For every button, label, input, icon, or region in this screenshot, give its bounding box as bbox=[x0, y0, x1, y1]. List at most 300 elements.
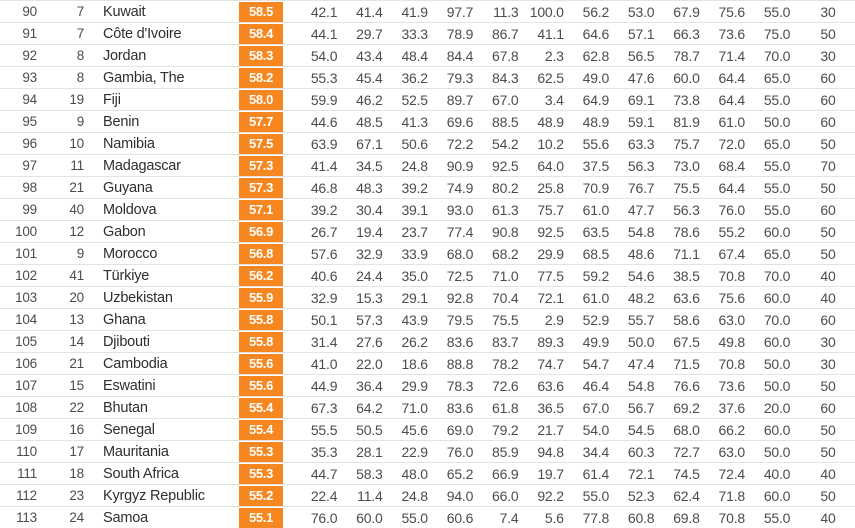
value-cell: 61.0 bbox=[582, 289, 610, 306]
world-rank-cell: 102 bbox=[15, 268, 37, 283]
value-cell: 70.9 bbox=[582, 179, 610, 196]
value-cell: 65.0 bbox=[763, 135, 791, 152]
country-name[interactable]: Senegal bbox=[103, 421, 155, 438]
country-name[interactable]: Ghana bbox=[103, 311, 146, 328]
score-badge: 57.5 bbox=[239, 134, 283, 154]
value-cell: 70.0 bbox=[763, 47, 791, 64]
value-cell: 78.2 bbox=[492, 355, 519, 372]
score-badge: 58.4 bbox=[239, 24, 283, 44]
value-cell: 81.9 bbox=[673, 113, 700, 130]
value-cell: 55.0 bbox=[401, 509, 428, 526]
value-cell: 61.0 bbox=[582, 201, 610, 218]
value-cell: 84.4 bbox=[446, 47, 474, 64]
value-cell: 64.0 bbox=[537, 157, 564, 174]
score-badge: 57.3 bbox=[239, 156, 283, 176]
table-row bbox=[0, 352, 855, 374]
value-cell: 60.0 bbox=[763, 487, 791, 504]
value-cell: 59.1 bbox=[627, 113, 655, 130]
value-cell: 62.8 bbox=[582, 47, 610, 64]
value-cell: 21.7 bbox=[537, 421, 564, 438]
country-name[interactable]: Moldova bbox=[103, 201, 157, 218]
value-cell: 55.3 bbox=[310, 69, 338, 86]
value-cell: 52.5 bbox=[401, 91, 428, 108]
value-cell: 34.4 bbox=[582, 443, 610, 460]
regional-rank-cell: 8 bbox=[76, 48, 84, 63]
regional-rank-cell: 9 bbox=[76, 114, 84, 129]
value-cell: 69.2 bbox=[673, 399, 700, 416]
country-name[interactable]: Morocco bbox=[103, 245, 158, 262]
value-cell: 44.9 bbox=[310, 377, 338, 394]
country-name[interactable]: Samoa bbox=[103, 509, 148, 526]
regional-rank-cell: 20 bbox=[69, 290, 84, 305]
value-cell: 62.5 bbox=[537, 69, 564, 86]
score-badge: 58.2 bbox=[239, 68, 283, 88]
value-cell: 22.4 bbox=[310, 487, 338, 504]
table-row bbox=[0, 330, 855, 352]
value-cell: 64.6 bbox=[582, 25, 610, 42]
value-cell: 61.0 bbox=[718, 113, 745, 130]
score-badge: 57.3 bbox=[239, 178, 283, 198]
score-cell bbox=[238, 24, 283, 44]
country-name[interactable]: Gabon bbox=[103, 223, 146, 240]
value-cell: 40.6 bbox=[310, 267, 338, 284]
score-badge: 55.8 bbox=[239, 310, 283, 330]
value-cell: 60.0 bbox=[763, 421, 791, 438]
value-cell: 35.0 bbox=[401, 267, 428, 284]
regional-rank-cell: 40 bbox=[69, 202, 84, 217]
score-cell bbox=[238, 398, 283, 418]
regional-rank-cell: 23 bbox=[69, 488, 84, 503]
score-cell bbox=[238, 376, 283, 396]
value-cell: 73.0 bbox=[673, 157, 700, 174]
world-rank-cell: 99 bbox=[22, 202, 37, 217]
value-cell: 89.3 bbox=[537, 333, 564, 350]
value-cell: 33.9 bbox=[401, 245, 428, 262]
value-cell: 39.2 bbox=[310, 201, 338, 218]
value-cell: 48.3 bbox=[356, 179, 383, 196]
value-cell: 56.3 bbox=[627, 157, 655, 174]
world-rank-cell: 107 bbox=[15, 378, 37, 393]
score-cell bbox=[238, 134, 283, 154]
value-cell: 75.5 bbox=[673, 179, 700, 196]
value-cell: 24.4 bbox=[356, 267, 383, 284]
world-rank-cell: 109 bbox=[15, 422, 37, 437]
value-cell: 50.0 bbox=[763, 113, 791, 130]
value-cell: 22.9 bbox=[401, 443, 428, 460]
value-cell: 85.9 bbox=[492, 443, 519, 460]
world-rank-cell: 95 bbox=[22, 114, 37, 129]
country-name[interactable]: Mauritania bbox=[103, 443, 169, 460]
table-row bbox=[0, 242, 855, 264]
value-cell: 60.0 bbox=[673, 69, 700, 86]
regional-rank-cell: 19 bbox=[69, 92, 84, 107]
value-cell: 76.0 bbox=[718, 201, 745, 218]
world-rank-cell: 98 bbox=[22, 180, 37, 195]
value-cell: 67.3 bbox=[310, 399, 338, 416]
value-cell: 60 bbox=[820, 69, 836, 86]
value-cell: 63.6 bbox=[537, 377, 564, 394]
score-cell bbox=[238, 464, 283, 484]
score-badge: 55.4 bbox=[239, 420, 283, 440]
value-cell: 75.0 bbox=[763, 25, 791, 42]
score-cell bbox=[238, 244, 283, 264]
score-badge: 55.8 bbox=[239, 332, 283, 352]
value-cell: 33.3 bbox=[401, 25, 428, 42]
value-cell: 54.7 bbox=[582, 355, 610, 372]
value-cell: 61.3 bbox=[492, 201, 519, 218]
value-cell: 57.1 bbox=[627, 25, 655, 42]
value-cell: 65.0 bbox=[763, 69, 791, 86]
value-cell: 66.0 bbox=[492, 487, 519, 504]
world-rank-cell: 108 bbox=[15, 400, 37, 415]
country-name[interactable]: Madagascar bbox=[103, 157, 181, 174]
value-cell: 41.4 bbox=[310, 157, 338, 174]
value-cell: 88.5 bbox=[492, 113, 519, 130]
value-cell: 41.1 bbox=[537, 25, 564, 42]
value-cell: 60 bbox=[820, 91, 836, 108]
value-cell: 25.8 bbox=[537, 179, 564, 196]
regional-rank-cell: 11 bbox=[70, 158, 84, 173]
world-rank-cell: 105 bbox=[15, 334, 37, 349]
value-cell: 48.9 bbox=[537, 113, 564, 130]
score-cell bbox=[238, 222, 283, 242]
value-cell: 79.5 bbox=[446, 311, 474, 328]
value-cell: 70.0 bbox=[763, 311, 791, 328]
value-cell: 72.1 bbox=[537, 289, 564, 306]
value-cell: 76.0 bbox=[310, 509, 338, 526]
value-cell: 50 bbox=[820, 487, 836, 504]
regional-rank-cell: 18 bbox=[69, 466, 84, 481]
value-cell: 89.7 bbox=[446, 91, 474, 108]
score-badge: 58.3 bbox=[239, 46, 283, 66]
value-cell: 54.2 bbox=[492, 135, 519, 152]
value-cell: 19.7 bbox=[537, 465, 564, 482]
table-row bbox=[0, 308, 855, 330]
world-rank-cell: 93 bbox=[22, 70, 37, 85]
value-cell: 67.0 bbox=[582, 399, 610, 416]
table-row bbox=[0, 132, 855, 154]
value-cell: 50 bbox=[820, 25, 836, 42]
world-rank-cell: 110 bbox=[16, 444, 37, 459]
value-cell: 97.7 bbox=[446, 3, 474, 20]
value-cell: 92.5 bbox=[492, 157, 519, 174]
value-cell: 64.4 bbox=[718, 69, 745, 86]
value-cell: 54.5 bbox=[627, 421, 655, 438]
value-cell: 45.6 bbox=[401, 421, 428, 438]
country-name[interactable]: Jordan bbox=[103, 47, 147, 64]
value-cell: 55.7 bbox=[627, 311, 655, 328]
value-cell: 18.6 bbox=[401, 355, 428, 372]
value-cell: 77.8 bbox=[582, 509, 610, 526]
value-cell: 90.9 bbox=[446, 157, 474, 174]
value-cell: 83.6 bbox=[446, 399, 474, 416]
score-badge: 55.9 bbox=[239, 288, 283, 308]
regional-rank-cell: 24 bbox=[69, 510, 84, 525]
value-cell: 59.9 bbox=[310, 91, 338, 108]
value-cell: 47.6 bbox=[627, 69, 655, 86]
value-cell: 83.7 bbox=[492, 333, 519, 350]
score-badge: 55.2 bbox=[239, 486, 283, 506]
table-row bbox=[0, 154, 855, 176]
value-cell: 44.1 bbox=[310, 25, 338, 42]
value-cell: 90.8 bbox=[492, 223, 519, 240]
value-cell: 73.8 bbox=[673, 91, 700, 108]
value-cell: 37.5 bbox=[582, 157, 610, 174]
value-cell: 92.5 bbox=[537, 223, 564, 240]
value-cell: 3.4 bbox=[544, 91, 564, 108]
table-row bbox=[0, 484, 855, 506]
table-row bbox=[0, 462, 855, 484]
country-name[interactable]: Uzbekistan bbox=[103, 289, 173, 306]
value-cell: 53.0 bbox=[627, 3, 655, 20]
value-cell: 64.2 bbox=[356, 399, 383, 416]
value-cell: 60.0 bbox=[763, 289, 791, 306]
regional-rank-cell: 41 bbox=[69, 268, 84, 283]
country-name[interactable]: Kuwait bbox=[103, 3, 146, 20]
value-cell: 46.8 bbox=[310, 179, 338, 196]
regional-rank-cell: 22 bbox=[69, 400, 84, 415]
value-cell: 50.0 bbox=[763, 377, 791, 394]
score-badge: 55.3 bbox=[239, 464, 283, 484]
value-cell: 55.0 bbox=[763, 157, 791, 174]
value-cell: 73.6 bbox=[718, 25, 745, 42]
table-row bbox=[0, 198, 855, 220]
value-cell: 70 bbox=[820, 157, 836, 174]
value-cell: 71.1 bbox=[673, 245, 700, 262]
value-cell: 11.3 bbox=[493, 3, 519, 20]
value-cell: 54.6 bbox=[627, 267, 655, 284]
value-cell: 69.8 bbox=[673, 509, 700, 526]
value-cell: 55.0 bbox=[763, 91, 791, 108]
regional-rank-cell: 10 bbox=[69, 136, 84, 151]
value-cell: 76.6 bbox=[673, 377, 700, 394]
value-cell: 60 bbox=[820, 113, 836, 130]
value-cell: 66.9 bbox=[492, 465, 519, 482]
world-rank-cell: 101 bbox=[15, 246, 37, 261]
country-name[interactable]: Djibouti bbox=[103, 333, 150, 350]
country-name[interactable]: Türkiye bbox=[103, 267, 150, 284]
value-cell: 35.3 bbox=[310, 443, 338, 460]
value-cell: 72.0 bbox=[718, 135, 745, 152]
table-row bbox=[0, 66, 855, 88]
value-cell: 68.5 bbox=[582, 245, 610, 262]
value-cell: 72.6 bbox=[492, 377, 519, 394]
value-cell: 30 bbox=[820, 355, 836, 372]
score-badge: 57.7 bbox=[239, 112, 283, 132]
country-name[interactable]: Cambodia bbox=[103, 355, 168, 372]
value-cell: 60.0 bbox=[763, 223, 791, 240]
country-name[interactable]: Guyana bbox=[103, 179, 153, 196]
value-cell: 48.6 bbox=[627, 245, 655, 262]
regional-rank-cell: 7 bbox=[76, 4, 84, 19]
value-cell: 2.9 bbox=[544, 311, 564, 328]
value-cell: 50.6 bbox=[401, 135, 428, 152]
value-cell: 72.1 bbox=[627, 465, 655, 482]
score-cell bbox=[238, 46, 283, 66]
value-cell: 94.0 bbox=[446, 487, 474, 504]
value-cell: 60.0 bbox=[763, 333, 791, 350]
value-cell: 36.5 bbox=[537, 399, 564, 416]
value-cell: 67.9 bbox=[673, 3, 700, 20]
value-cell: 63.0 bbox=[718, 443, 745, 460]
value-cell: 93.0 bbox=[446, 201, 474, 218]
value-cell: 10.2 bbox=[537, 135, 564, 152]
regional-rank-cell: 16 bbox=[69, 422, 84, 437]
value-cell: 56.2 bbox=[582, 3, 610, 20]
value-cell: 30 bbox=[820, 47, 836, 64]
country-name[interactable]: South Africa bbox=[103, 465, 179, 482]
value-cell: 60.3 bbox=[627, 443, 655, 460]
table-row bbox=[0, 220, 855, 242]
world-rank-cell: 111 bbox=[17, 466, 37, 481]
score-badge: 58.0 bbox=[239, 90, 283, 110]
value-cell: 28.1 bbox=[356, 443, 383, 460]
score-cell bbox=[238, 420, 283, 440]
table-row bbox=[0, 110, 855, 132]
score-cell bbox=[238, 486, 283, 506]
world-rank-cell: 104 bbox=[15, 312, 37, 327]
country-name[interactable]: Côte d'Ivoire bbox=[103, 25, 182, 42]
value-cell: 70.4 bbox=[492, 289, 519, 306]
value-cell: 56.7 bbox=[627, 399, 655, 416]
value-cell: 63.0 bbox=[718, 311, 745, 328]
value-cell: 60.0 bbox=[356, 509, 383, 526]
country-name[interactable]: Bhutan bbox=[103, 399, 148, 416]
value-cell: 40 bbox=[820, 465, 836, 482]
value-cell: 50 bbox=[820, 179, 836, 196]
table-row bbox=[0, 440, 855, 462]
value-cell: 78.6 bbox=[673, 223, 700, 240]
value-cell: 39.2 bbox=[401, 179, 428, 196]
regional-rank-cell: 12 bbox=[69, 224, 84, 239]
value-cell: 69.6 bbox=[446, 113, 474, 130]
country-name[interactable]: Fiji bbox=[103, 91, 121, 108]
world-rank-cell: 106 bbox=[15, 356, 37, 371]
regional-rank-cell: 14 bbox=[69, 334, 84, 349]
value-cell: 60.6 bbox=[446, 509, 474, 526]
score-badge: 55.6 bbox=[239, 376, 283, 396]
world-rank-cell: 90 bbox=[22, 4, 37, 19]
country-name[interactable]: Benin bbox=[103, 113, 140, 130]
value-cell: 61.8 bbox=[492, 399, 519, 416]
country-name[interactable]: Eswatini bbox=[103, 377, 156, 394]
value-cell: 55.0 bbox=[582, 487, 610, 504]
value-cell: 71.5 bbox=[673, 355, 700, 372]
score-cell bbox=[238, 178, 283, 198]
table-row bbox=[0, 88, 855, 110]
value-cell: 32.9 bbox=[310, 289, 338, 306]
country-name[interactable]: Gambia, The bbox=[103, 69, 185, 86]
value-cell: 32.9 bbox=[356, 245, 383, 262]
value-cell: 49.9 bbox=[582, 333, 610, 350]
world-rank-cell: 97 bbox=[22, 158, 37, 173]
table-row bbox=[0, 396, 855, 418]
score-cell bbox=[238, 310, 283, 330]
value-cell: 43.9 bbox=[401, 311, 428, 328]
value-cell: 72.7 bbox=[673, 443, 700, 460]
value-cell: 5.6 bbox=[544, 509, 564, 526]
regional-rank-cell: 13 bbox=[69, 312, 84, 327]
value-cell: 56.3 bbox=[673, 201, 700, 218]
value-cell: 75.7 bbox=[537, 201, 564, 218]
value-cell: 55.0 bbox=[763, 179, 791, 196]
value-cell: 40 bbox=[820, 289, 836, 306]
country-name[interactable]: Kyrgyz Republic bbox=[103, 487, 205, 504]
regional-rank-cell: 21 bbox=[69, 356, 84, 371]
world-rank-cell: 112 bbox=[16, 488, 37, 503]
value-cell: 23.7 bbox=[401, 223, 428, 240]
value-cell: 52.9 bbox=[582, 311, 610, 328]
value-cell: 50 bbox=[820, 245, 836, 262]
value-cell: 49.0 bbox=[582, 69, 610, 86]
score-cell bbox=[238, 354, 283, 374]
value-cell: 78.7 bbox=[673, 47, 700, 64]
value-cell: 72.4 bbox=[718, 465, 745, 482]
value-cell: 80.2 bbox=[492, 179, 519, 196]
value-cell: 67.0 bbox=[492, 91, 519, 108]
score-cell bbox=[238, 288, 283, 308]
value-cell: 79.2 bbox=[492, 421, 519, 438]
score-cell bbox=[238, 332, 283, 352]
value-cell: 72.2 bbox=[446, 135, 474, 152]
value-cell: 50 bbox=[820, 223, 836, 240]
value-cell: 66.3 bbox=[673, 25, 700, 42]
value-cell: 15.3 bbox=[356, 289, 383, 306]
score-badge: 55.6 bbox=[239, 354, 283, 374]
value-cell: 63.6 bbox=[673, 289, 700, 306]
value-cell: 69.0 bbox=[446, 421, 474, 438]
value-cell: 48.2 bbox=[627, 289, 655, 306]
value-cell: 61.4 bbox=[582, 465, 610, 482]
value-cell: 41.9 bbox=[401, 3, 428, 20]
value-cell: 50 bbox=[820, 443, 836, 460]
value-cell: 26.2 bbox=[401, 333, 428, 350]
score-badge: 55.4 bbox=[239, 398, 283, 418]
value-cell: 74.9 bbox=[446, 179, 474, 196]
value-cell: 54.0 bbox=[582, 421, 610, 438]
value-cell: 60 bbox=[820, 399, 836, 416]
value-cell: 63.9 bbox=[310, 135, 338, 152]
value-cell: 50 bbox=[820, 135, 836, 152]
score-badge: 57.1 bbox=[239, 200, 283, 220]
value-cell: 76.7 bbox=[627, 179, 655, 196]
value-cell: 55.0 bbox=[763, 3, 791, 20]
value-cell: 60.8 bbox=[627, 509, 655, 526]
value-cell: 70.8 bbox=[718, 355, 745, 372]
score-badge: 58.5 bbox=[239, 2, 283, 22]
value-cell: 64.4 bbox=[718, 91, 745, 108]
country-name[interactable]: Namibia bbox=[103, 135, 155, 152]
value-cell: 39.1 bbox=[401, 201, 428, 218]
value-cell: 54.0 bbox=[310, 47, 338, 64]
value-cell: 77.4 bbox=[446, 223, 474, 240]
value-cell: 36.2 bbox=[401, 69, 428, 86]
regional-rank-cell: 15 bbox=[69, 378, 84, 393]
value-cell: 56.5 bbox=[627, 47, 655, 64]
value-cell: 50.0 bbox=[763, 443, 791, 460]
value-cell: 48.4 bbox=[401, 47, 428, 64]
value-cell: 31.4 bbox=[310, 333, 338, 350]
value-cell: 47.4 bbox=[627, 355, 655, 372]
value-cell: 70.8 bbox=[718, 509, 745, 526]
value-cell: 48.5 bbox=[356, 113, 383, 130]
value-cell: 26.7 bbox=[310, 223, 338, 240]
value-cell: 60 bbox=[820, 311, 836, 328]
value-cell: 55.0 bbox=[763, 201, 791, 218]
regional-rank-cell: 8 bbox=[76, 70, 84, 85]
value-cell: 66.2 bbox=[718, 421, 745, 438]
value-cell: 75.7 bbox=[673, 135, 700, 152]
